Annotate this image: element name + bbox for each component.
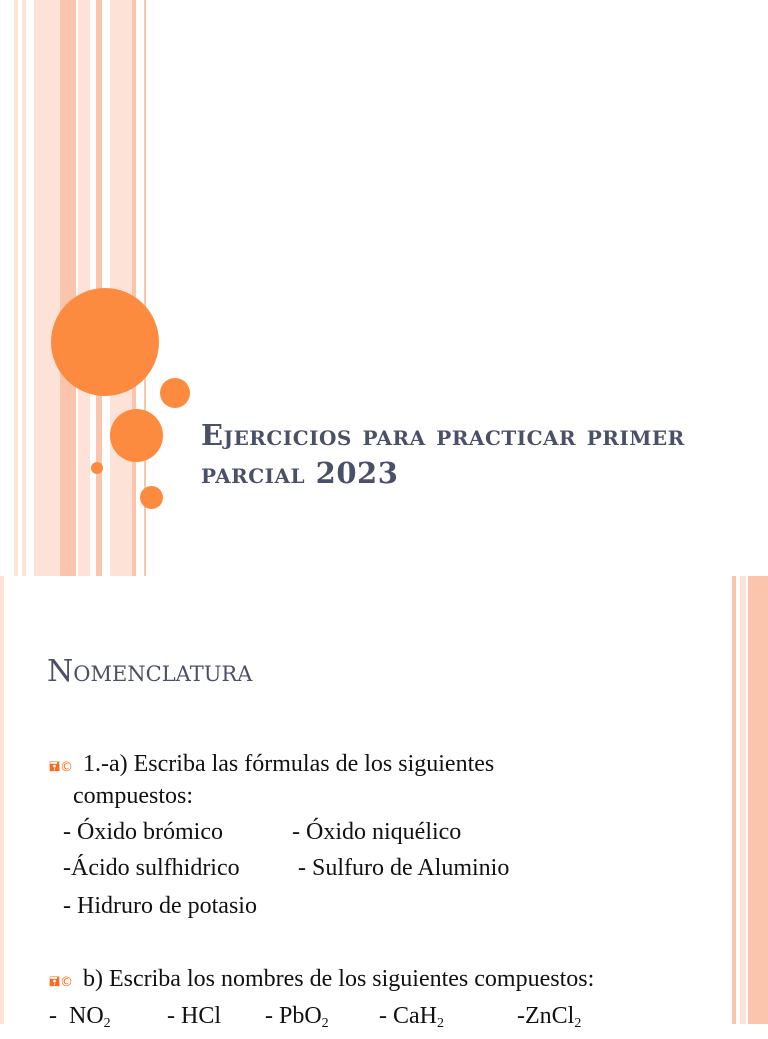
stripe-3: [34, 0, 60, 576]
formula-cah2: - CaH$_2$: [379, 1003, 444, 1031]
small-circle-2: [140, 486, 163, 509]
stripe-right-1: [732, 576, 736, 1024]
question-1a-line2: compuestos:: [73, 783, 193, 809]
stripe-2: [22, 0, 26, 576]
large-circle: [51, 288, 159, 396]
item-oxido-niquelico: - Óxido niquélico: [292, 819, 462, 845]
formula-hcl: - HCl: [167, 1003, 221, 1029]
small-circle-1: [160, 378, 190, 408]
stripe-5: [78, 0, 90, 576]
section-title: Nomenclatura: [47, 654, 253, 689]
stripe-left: [0, 576, 4, 1024]
formula-pbo2: - PbO$_2$: [265, 1003, 329, 1031]
stripe-4: [60, 0, 76, 576]
formula-no2: - $NO_2$: [49, 1003, 111, 1031]
bullet-icon: 🖬©: [49, 760, 74, 775]
stripe-right-2: [740, 576, 746, 1024]
bullet-icon: 🖬©: [49, 975, 74, 990]
item-oxido-bromico: - Óxido brómico: [63, 819, 223, 845]
item-acido-sulfhidrico: -Ácido sulfhidrico: [63, 855, 240, 881]
stripe-right-3: [748, 576, 768, 1024]
stripe-1: [14, 0, 18, 576]
tiny-circle: [91, 462, 103, 474]
item-sulfuro-aluminio: - Sulfuro de Aluminio: [298, 855, 510, 881]
medium-circle: [110, 409, 163, 462]
slide-title: Ejercicios para practicar primer parcial 2023: [201, 418, 685, 490]
item-hidruro-potasio: - Hidruro de potasio: [63, 893, 257, 919]
question-1b: b) Escriba los nombres de los siguientes compuestos:: [83, 966, 595, 992]
stripe-8: [132, 0, 136, 576]
question-1a-line1: 1.-a) Escriba las fórmulas de los siguientes: [83, 751, 495, 777]
formula-zncl2: -ZnCl$_2$: [517, 1003, 582, 1031]
